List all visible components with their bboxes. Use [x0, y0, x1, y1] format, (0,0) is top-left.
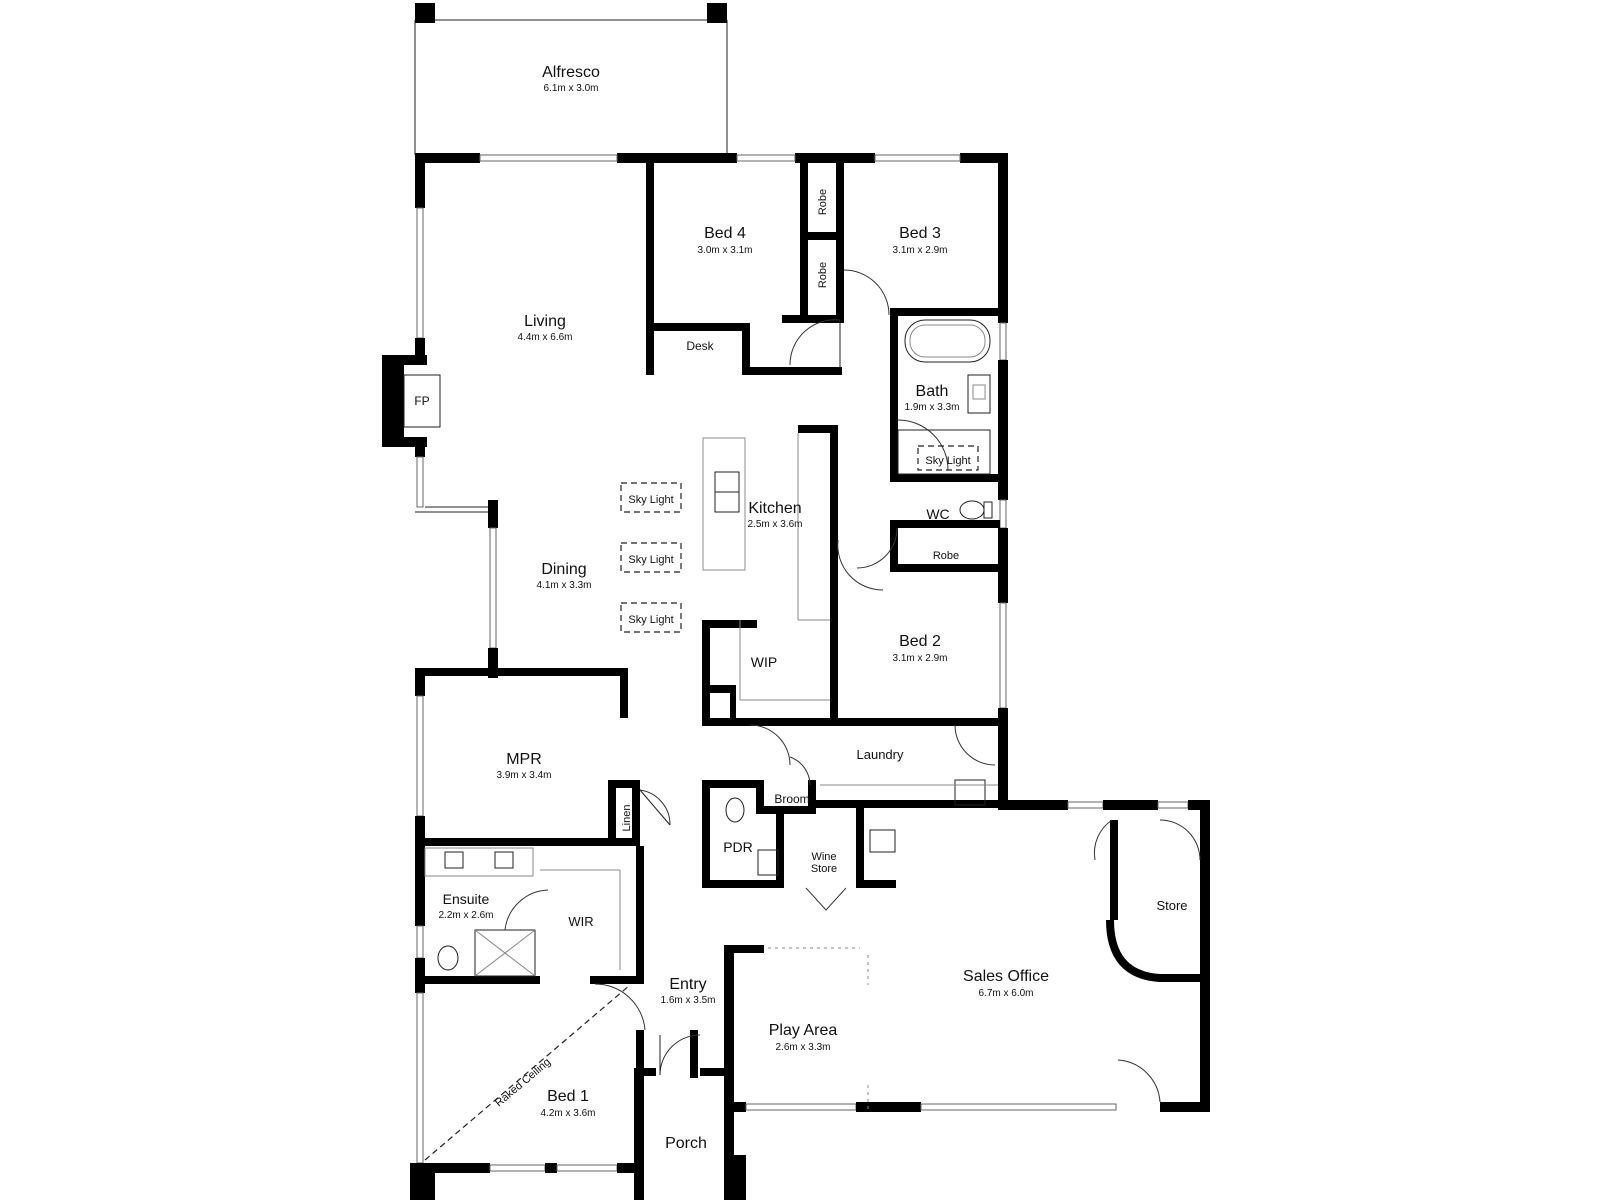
living-size: 4.4m x 6.6m: [517, 332, 573, 343]
kitchen-size: 2.5m x 3.6m: [747, 519, 803, 530]
pdr-label: PDR: [723, 839, 753, 855]
ensuite-toilet: [438, 946, 458, 970]
ensuite-name: Ensuite: [442, 891, 490, 907]
entry-name: Entry: [669, 976, 707, 993]
bed1-size: 4.2m x 3.6m: [540, 1108, 596, 1119]
alfresco-post-right: [707, 3, 727, 23]
mpr-size: 3.9m x 3.4m: [496, 770, 552, 781]
robe-bottom-label: Robe: [817, 261, 829, 289]
living-name: Living: [524, 313, 566, 330]
wc-toilet: [960, 501, 984, 519]
bed3-size: 3.1m x 2.9m: [892, 245, 948, 256]
alfresco-size: 6.1m x 3.0m: [543, 83, 599, 94]
pdr-basin: [758, 850, 778, 875]
raked-ceiling-label: Raked Ceiling: [492, 1056, 554, 1110]
bath-vanity: [968, 375, 990, 413]
room-labels: [438, 64, 1049, 1119]
sales-office-name: Sales Office: [963, 968, 1049, 985]
skylight-label-bath: Sky Light: [925, 455, 971, 467]
robe-top-label: Robe: [817, 188, 829, 216]
skylight-label-1: Sky Light: [628, 494, 674, 506]
store-label: Store: [1156, 898, 1188, 913]
wc-label: WC: [926, 506, 950, 522]
mpr-name: MPR: [506, 751, 542, 768]
fp-label: FP: [414, 394, 430, 408]
interior-walls: [415, 163, 1210, 1135]
linen-label: Linen: [621, 804, 633, 832]
dining-name: Dining: [541, 561, 587, 578]
broom-label: Broom: [774, 792, 810, 806]
porch-label: Porch: [665, 1135, 707, 1152]
desk-label: Desk: [686, 339, 714, 353]
fixtures: [425, 320, 998, 1160]
alfresco-name: Alfresco: [542, 64, 600, 81]
bed4-size: 3.0m x 3.1m: [697, 245, 753, 256]
skylight-label-2: Sky Light: [628, 554, 674, 566]
pdr-toilet: [726, 798, 744, 822]
entry-size: 1.6m x 3.5m: [660, 995, 716, 1006]
robe-bed2-label: Robe: [932, 550, 960, 562]
play-area-name: Play Area: [768, 1022, 838, 1039]
wir-label: WIR: [568, 914, 594, 929]
wine-store-label-2: Store: [810, 863, 838, 875]
bed1-name: Bed 1: [547, 1088, 589, 1105]
bath-size: 1.9m x 3.3m: [904, 402, 960, 413]
bed3-name: Bed 3: [899, 225, 941, 242]
skylight-label-3: Sky Light: [628, 614, 674, 626]
wine-store-label-1: Wine: [811, 851, 837, 863]
bed2-size: 3.1m x 2.9m: [892, 653, 948, 664]
laundry-label: Laundry: [856, 747, 904, 762]
sales-office-size: 6.7m x 6.0m: [978, 988, 1034, 999]
bed4-name: Bed 4: [704, 225, 746, 242]
bed2-name: Bed 2: [899, 633, 941, 650]
ensuite-size: 2.2m x 2.6m: [438, 910, 494, 921]
kitchen-name: Kitchen: [748, 500, 802, 517]
ensuite-vanity: [425, 848, 533, 876]
play-area-size: 2.6m x 3.3m: [775, 1042, 831, 1053]
bath-shower: [898, 430, 990, 474]
sales-sink: [870, 830, 895, 852]
wip-label: WIP: [750, 654, 778, 670]
dining-size: 4.1m x 3.3m: [536, 580, 592, 591]
bath-name: Bath: [915, 383, 949, 400]
alfresco-post-left: [415, 3, 435, 23]
